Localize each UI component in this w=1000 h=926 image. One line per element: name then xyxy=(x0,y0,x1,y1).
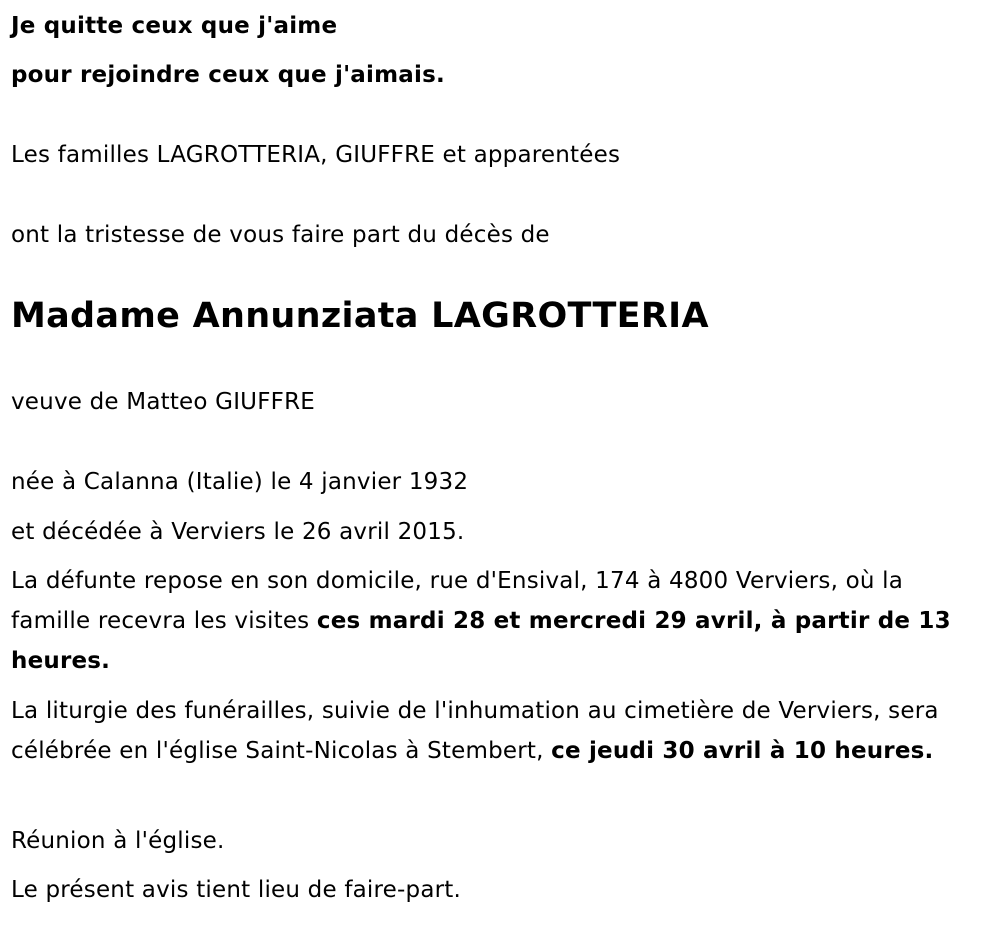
closing-line: Le présent avis tient lieu de faire-part. xyxy=(11,877,462,903)
funeral-text: La liturgie des funérailles, suivie de l'inhumation au cimetière de Verviers, sera célébrée en l'église Saint-Nicolas à Stembert, xyxy=(11,698,939,764)
widow-of-line: veuve de Matteo GIUFFRE xyxy=(11,389,315,415)
epigraph-line-1: Je quitte ceux que j'aime xyxy=(11,13,338,39)
visitation-paragraph xyxy=(11,561,986,681)
epigraph-line-2: pour rejoindre ceux que j'aimais. xyxy=(11,62,445,88)
death-line: et décédée à Verviers le 26 avril 2015. xyxy=(11,519,465,545)
visitation-text: La défunte repose en son domicile, rue d'Ensival, 174 à 4800 Verviers, où la famille recevra les visites xyxy=(11,568,904,634)
funeral-date: ce jeudi 30 avril à 10 heures. xyxy=(551,738,934,764)
deceased-name: Madame Annunziata LAGROTTERIA xyxy=(11,296,709,336)
funeral-paragraph xyxy=(11,691,986,771)
announcement-line: ont la tristesse de vous faire part du décès de xyxy=(11,222,550,248)
meeting-line: Réunion à l'église. xyxy=(11,828,225,854)
visitation-dates: ces mardi 28 et mercredi 29 avril, à partir de 13 heures. xyxy=(11,608,951,674)
families-line: Les familles LAGROTTERIA, GIUFFRE et apparentées xyxy=(11,142,621,168)
birth-line: née à Calanna (Italie) le 4 janvier 1932 xyxy=(11,469,469,495)
